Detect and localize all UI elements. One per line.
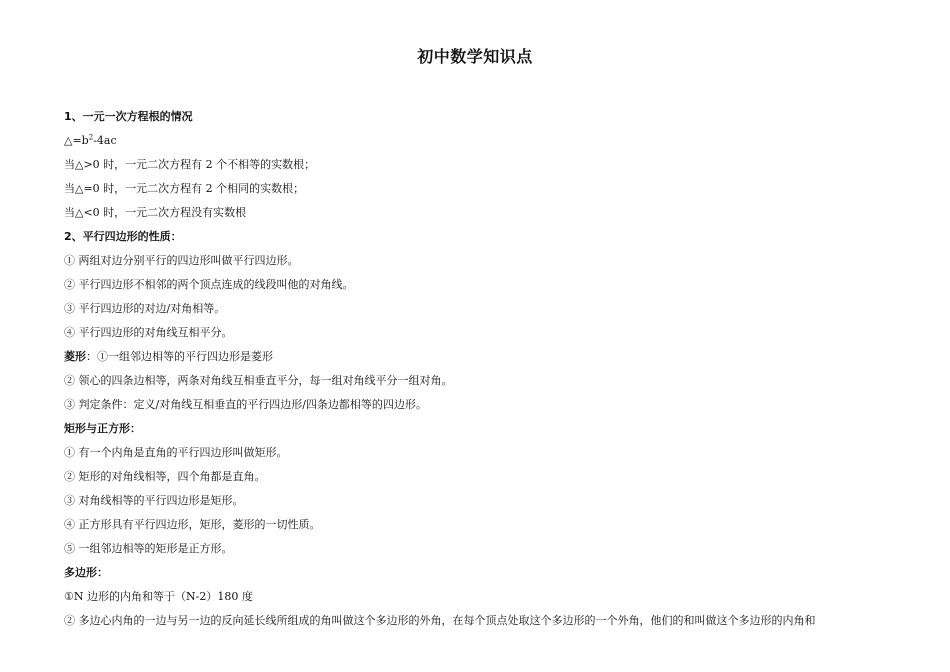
rhombus-line: ③ 判定条件：定义/对角线互相垂直的平行四边形/四条边都相等的四边形。 — [64, 398, 427, 411]
discriminant-formula — [64, 131, 904, 155]
polygon-line: ② 多边心内角的一边与另一边的反向延长线所组成的角叫做这个多边形的外角，在每个顶点处取这个多边形的一个外角，他们的和叫做这个多边形的内角和 — [64, 614, 816, 627]
parallelogram-line: ③ 平行四边形的对边/对角相等。 — [64, 302, 226, 315]
rectangle-line: ② 矩形的对角线相等，四个角都是直角。 — [64, 470, 266, 483]
quadratic-line: 当△<0 时，一元二次方程没有实数根 — [64, 206, 247, 219]
parallelogram-line: ④ 平行四边形的对角线互相平分。 — [64, 326, 233, 339]
quadratic-line: 当△=0 时，一元二次方程有 2 个相同的实数根； — [64, 182, 305, 195]
section-heading-polygon: 多边形： — [64, 566, 108, 579]
rectangle-line: ③ 对角线相等的平行四边形是矩形。 — [64, 494, 244, 507]
discriminant-exponent: 2 — [88, 133, 94, 142]
document-title: 初中数学知识点 — [417, 47, 533, 66]
discriminant-suffix: -4ac — [93, 134, 117, 147]
discriminant-prefix: △=b — [64, 134, 89, 147]
parallelogram-line: ① 两组对边分别平行的四边形叫做平行四边形。 — [64, 254, 299, 267]
polygon-line: ①N 边形的内角和等于（N-2）180 度 — [64, 590, 253, 603]
section-heading-parallelogram: 2、平行四边形的性质： — [64, 230, 182, 243]
rectangle-line: ④ 正方形具有平行四边形，矩形，菱形的一切性质。 — [64, 518, 321, 531]
rectangle-line: ① 有一个内角是直角的平行四边形叫做矩形。 — [64, 446, 288, 459]
document-body — [64, 107, 904, 635]
quadratic-line: 当△>0 时，一元二次方程有 2 个不相等的实数根； — [64, 158, 316, 171]
rhombus-intro — [64, 347, 904, 371]
rhombus-lead-rest: ：①一组邻边相等的平行四边形是菱形 — [86, 350, 273, 363]
section-heading-quadratic: 1、一元一次方程根的情况 — [64, 110, 193, 123]
section-heading-rectangle: 矩形与正方形： — [64, 422, 141, 435]
rectangle-line: ⑤ 一组邻边相等的矩形是正方形。 — [64, 542, 233, 555]
rhombus-line: ② 领心的四条边相等，两条对角线互相垂直平分，每一组对角线平分一组对角。 — [64, 374, 453, 387]
rhombus-lead: 菱形 — [64, 350, 86, 363]
parallelogram-line: ② 平行四边形不相邻的两个顶点连成的线段叫他的对角线。 — [64, 278, 354, 291]
